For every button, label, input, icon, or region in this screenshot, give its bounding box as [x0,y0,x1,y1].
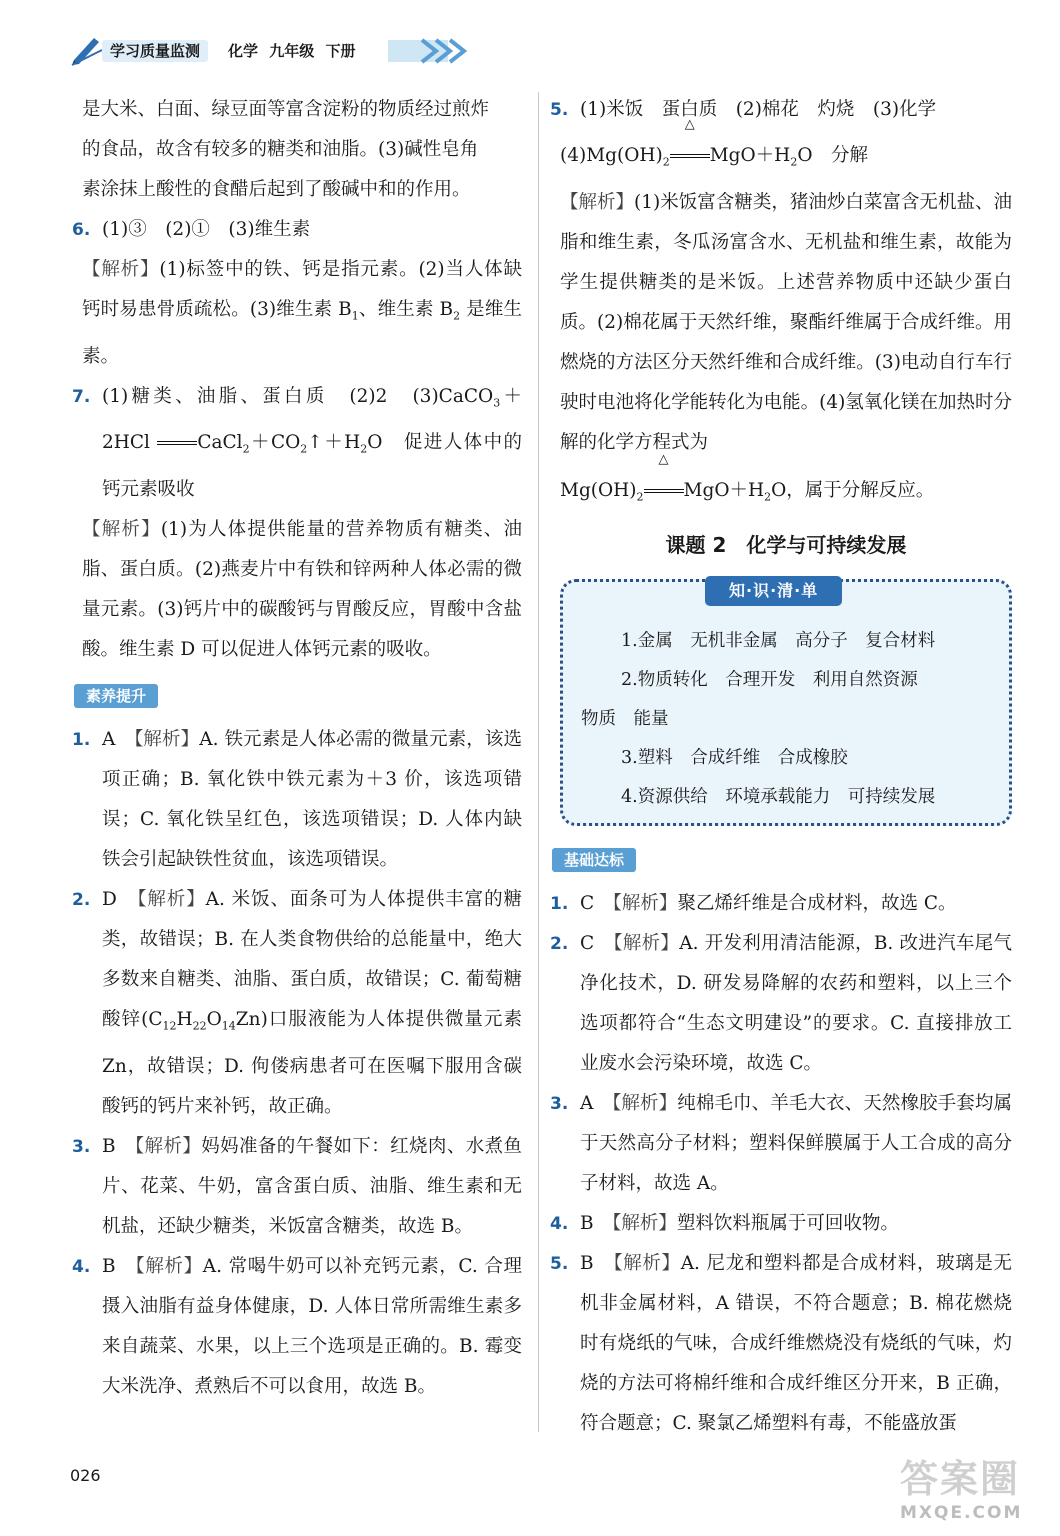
subscript: 1 [351,309,359,323]
explanation-text: 、维生素 B [358,299,454,320]
answer-letter: B [580,1253,594,1275]
question-number: 5. [550,100,569,120]
grade: 九年级 [269,42,315,60]
answer-item [550,1204,1012,1244]
delta-symbol: △ [658,451,669,467]
jiexi-tag: 【解析】 [612,1093,678,1115]
delta-symbol: △ [684,117,695,132]
explanation-text: A. 开发利用清洁能源，B. 改进汽车尾气净化技术，D. 研发易降解的农药和塑料，以上三个选项都符合“生态文明建设”的要求。C. 直接排放工业废水会污染环境，故选 C。 [580,933,1012,1075]
equation-line [560,451,1012,518]
subscript: 2 [360,443,368,457]
subscript: 2 [453,309,461,323]
answer-letter: A [102,729,116,751]
question-number: 7. [72,386,91,407]
answer-item [550,924,1012,1084]
formula: MgO＋H [683,479,765,501]
knowledge-box-title: 知·识·清·单 [705,576,842,606]
question-number: 4. [550,1214,569,1235]
subscript: 2 [636,490,644,504]
jiexi-tag: 【解析】 [560,191,635,213]
column-divider [538,92,539,1432]
formula: Mg(OH) [560,479,637,501]
heating-equals-sign [670,117,710,176]
explanation-text: (1)米饭富含糖类，猪油炒白菜富含无机盐、油脂和维生素，冬瓜汤富含水、无机盐和维生素，故能为学生提供糖类的是米饭。上述营养物质中还缺少蛋白质。(2)棉花属于天然纤维，聚酯纤维属于合成纤维。用燃烧的方法区分天然纤维和合成纤维。(3)电动自行车行驶时电池将化学能转化为电能。(4)氢氧化镁在加热时分解的化学方程式为 [560,191,1012,453]
answer-text: ＋CO [249,432,301,454]
knowledge-line: 1.金属 无机非金属 高分子 复合材料 [621,631,936,652]
knowledge-line: 物质 能量 [581,709,669,730]
explanation-text: Zn)口服液能为人体提供微量元素 Zn，故错误；D. 佝偻病患者可在医嘱下服用含碳酸钙的钙片来补钙，故正确。 [102,1009,522,1117]
question-number: 3. [550,1094,569,1115]
answer-item [550,1244,1012,1444]
answer-item [72,1127,522,1247]
answer-letter: B [102,1255,116,1277]
watermark-logo-text: 答案圈 [900,1457,1021,1501]
explanation-7 [82,510,522,670]
subscript: 2 [764,490,772,504]
explanation-text: (1)为人体提供能量的营养物质有糖类、油脂、蛋白质。(2)燕麦片中有铁和锌两种人体必需的微量元素。(3)钙片中的碳酸钙与胃酸反应，胃酸中含盐酸。维生素 D 可以促进人体钙元素的吸收。 [82,519,522,661]
explanation-text: 妈妈准备的午餐如下：红烧肉、水煮鱼片、花菜、牛奶，富含蛋白质、油脂、维生素和无机盐，还缺少糖类，米饭富含糖类，故选 B。 [102,1135,522,1237]
subject: 化学 [228,42,259,60]
equation-line [560,117,1012,183]
explanation-text: O [206,1009,222,1031]
subject-info [228,40,356,62]
question-7 [72,377,523,510]
explanation-text: A. 尼龙和塑料都是合成材料，玻璃是无机非金属材料，A 错误，不符合题意；B. 棉花燃烧时有烧纸的气味，合成纤维燃烧没有烧纸的气味，灼烧的方法可将棉纤维和合成纤维区分开来，B 正确，符合题意；C. 聚氯乙烯塑料有毒，不能盛放蛋 [580,1253,1012,1435]
explanation-text: 聚乙烯纤维是合成材料，故选 C。 [677,893,957,915]
subscript: 22 [192,1019,207,1033]
subscript: 2 [242,443,250,457]
question-number: 1. [550,894,569,915]
jiexi-tag: 【解析】 [134,1135,202,1157]
section-badge: 素养提升 [74,684,158,708]
question-number: 2. [72,890,91,911]
right-column [550,90,1012,1444]
knowledge-line: 3.塑料 合成纤维 合成橡胶 [621,748,848,769]
answer-item [72,880,522,1127]
watermark-url: MXQE.COM [900,1503,1023,1523]
explanation-5 [560,183,1012,463]
explanation-text: (1)标签中的铁、钙是指元素。(2)当人体缺钙时易患骨质疏松。(3)维生素 B [82,259,522,320]
question-number: 2. [550,934,569,955]
explanation-text: A. 铁元素是人体必需的微量元素，该选项正确；B. 氧化铁中铁元素为＋3 价，该选项错误；C. 氧化铁呈红色，该选项错误；D. 人体内缺铁会引起缺铁性贫血，该选项错误。 [102,729,522,871]
jiexi-tag: 【解析】 [612,1213,677,1235]
answer-letter: B [580,1213,594,1235]
formula: O 分解 [797,145,868,166]
explanation-text: 塑料饮料瓶属于可回收物。 [676,1213,899,1235]
answer-text: (1)糖类、油脂、蛋白质 (2)2 (3)CaCO [102,385,494,407]
question-number: 5. [550,1254,569,1275]
explanation-6 [82,250,522,377]
brand-label: 学习质量监测 [102,40,208,62]
explanation-text: 是维生素。 [82,299,522,367]
answer-letter: C [580,893,595,915]
answer-letter: D [102,889,117,911]
subscript: 2 [790,155,798,169]
jiexi-tag: 【解析】 [134,729,200,751]
jiexi-tag: 【解析】 [612,893,678,915]
subscript: 14 [221,1019,236,1033]
jiexi-tag: 【解析】 [613,1253,681,1275]
subscript: 12 [162,1019,177,1033]
knowledge-line: 2.物质转化 合理开发 利用自然资源 [621,670,918,691]
answer-item [550,1084,1012,1204]
formula: O，属于分解反应。 [771,479,935,501]
answer-item [72,1247,522,1407]
equals-sign [157,423,197,463]
knowledge-line: 4.资源供给 环境承载能力 可持续发展 [621,787,936,808]
subscript: 2 [662,155,670,169]
jiexi-tag: 【解析】 [135,1255,203,1277]
question-6 [72,210,522,250]
answer-text: ＋2HCl [102,385,522,454]
answer-text: O 促进人体中的钙元素吸收 [102,432,523,501]
chevron-arrows-icon [388,36,468,66]
answer-letter: B [102,1135,116,1157]
answer-letter: A [580,1093,594,1115]
intro-line: 是大米、白面、绿豆面等富含淀粉的物质经过煎炸 [82,99,490,120]
answer-item [72,720,522,880]
formula: (4)Mg(OH) [560,145,663,166]
formula: MgO＋H [709,145,791,166]
jiexi-tag: 【解析】 [82,259,160,280]
intro-line: 素涂抹上酸性的食醋后起到了酸碱中和的作用。 [82,179,471,200]
volume: 下册 [325,42,356,60]
question-number: 3. [72,1136,91,1157]
question-number: 4. [72,1256,91,1277]
jiexi-tag: 【解析】 [613,933,680,955]
heating-equals-sign [644,451,684,511]
answer-text: (1)米饭 蛋白质 (2)棉花 灼烧 (3)化学 [580,99,937,120]
explanation-text: 纯棉毛巾、羊毛大衣、天然橡胶手套均属于天然高分子材料；塑料保鲜膜属于人工合成的高分子材料，故选 A。 [580,1093,1012,1195]
section-badge: 基础达标 [552,848,636,872]
left-column [72,90,523,1407]
question-number: 1. [72,730,91,751]
question-number: 6. [72,220,91,240]
explanation-text: H [176,1009,193,1031]
jiexi-tag: 【解析】 [82,519,161,541]
knowledge-box [560,579,1012,826]
answer-text: CaCl [197,432,243,454]
explanation-text: A. 常喝牛奶可以补充钙元素，C. 合理摄入油脂有益身体健康，D. 人体日常所需维生素多来自蔬菜、水果，以上三个选项是正确的。B. 霉变大米洗净、煮熟后不可以食用，故选 B。 [102,1255,522,1397]
answer-letter: C [580,933,595,955]
subscript: 2 [300,443,308,457]
page-header [70,30,470,66]
explanation-text: A. 米饭、面条可为人体提供丰富的糖类，故错误；B. 在人类食物供给的总能量中，绝大多数来自糖类、油脂、蛋白质，故错误；C. 葡萄糖酸锌(C [102,889,522,1031]
watermark [900,1448,1050,1523]
answer-text: (1)③ (2)① (3)维生素 [102,219,311,240]
answer-text: ↑＋H [307,432,361,454]
subscript: 3 [493,396,501,410]
page-number: 026 [70,1466,101,1485]
pen-icon [70,32,104,66]
intro-line: 的食品，故含有较多的糖类和油脂。(3)碱性皂角 [82,139,479,160]
answer-item [550,884,1012,924]
question-5-answer [550,90,1012,130]
lesson-title: 课题 2 化学与可持续发展 [665,533,907,558]
jiexi-tag: 【解析】 [137,889,206,911]
